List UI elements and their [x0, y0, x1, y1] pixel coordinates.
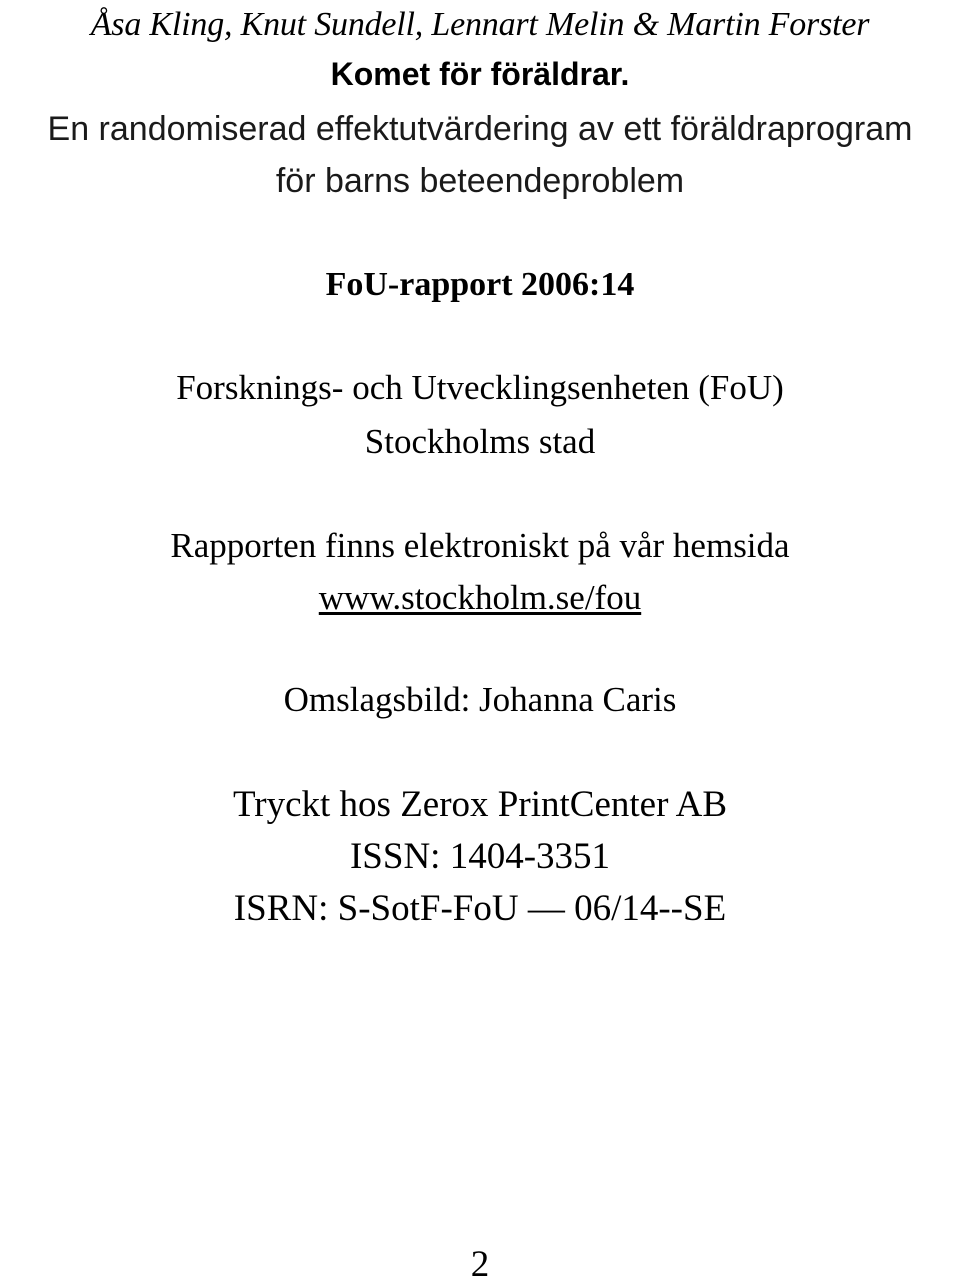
page-number: 2 — [470, 1244, 490, 1285]
subtitle-line-2: för barns beteendeproblem — [275, 162, 685, 200]
organization-city: Stockholms stad — [364, 422, 596, 461]
organization-name: Forsknings- och Utvecklingsenheten (FoU) — [176, 368, 784, 407]
cover-credit: Omslagsbild: Johanna Caris — [283, 680, 677, 719]
isrn: ISRN: S-SotF-FoU — 06/14--SE — [233, 888, 727, 929]
report-number: FoU-rapport 2006:14 — [325, 266, 635, 303]
report-title: Komet för föräldrar. — [330, 56, 630, 92]
subtitle-line-1: En randomiserad effektutvärdering av ett föräldraprogram — [47, 110, 913, 148]
printer-info: Tryckt hos Zerox PrintCenter AB — [232, 784, 727, 825]
availability-note: Rapporten finns elektroniskt på vår hemsida — [170, 526, 790, 565]
authors: Åsa Kling, Knut Sundell, Lennart Melin & Martin Forster — [90, 6, 870, 43]
issn: ISSN: 1404-3351 — [349, 836, 611, 877]
website-link[interactable]: www.stockholm.se/fou — [318, 578, 642, 617]
website-line — [0, 580, 960, 615]
